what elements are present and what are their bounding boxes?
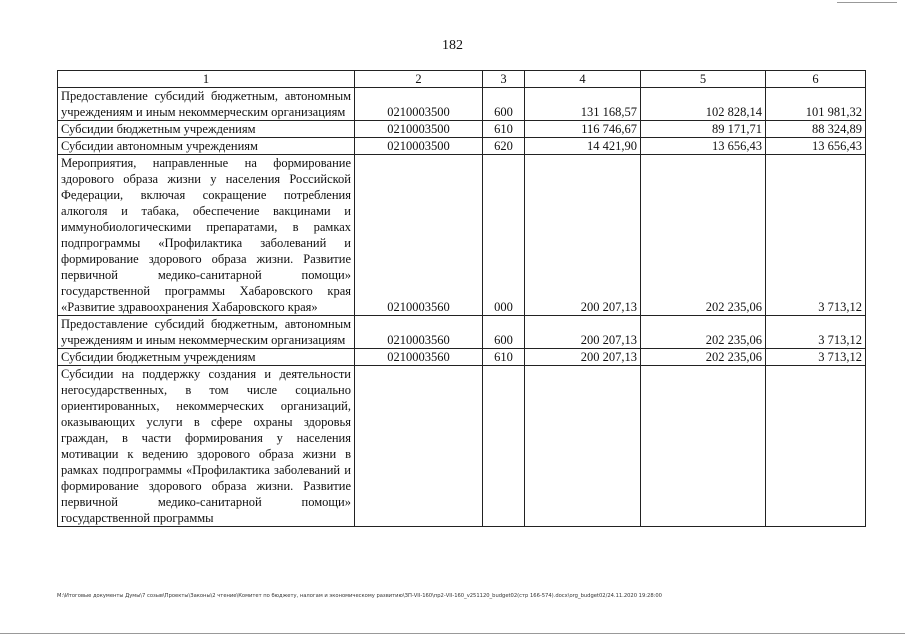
table-row — [58, 349, 866, 366]
amount-col-4: 131 168,57 — [525, 88, 641, 121]
target-article-code: 0210003500 — [355, 121, 483, 138]
amount-col-6: 13 656,43 — [766, 138, 866, 155]
row-description: Субсидии автономным учреждениям — [58, 138, 355, 155]
col-header-5: 5 — [641, 71, 766, 88]
table-row — [58, 316, 866, 349]
col-header-6: 6 — [766, 71, 866, 88]
target-article-code: 0210003560 — [355, 316, 483, 349]
col-header-4: 4 — [525, 71, 641, 88]
row-description: Субсидии бюджетным учреждениям — [58, 121, 355, 138]
amount-col-4: 116 746,67 — [525, 121, 641, 138]
table-row — [58, 155, 866, 316]
amount-col-4 — [525, 366, 641, 527]
target-article-code — [355, 366, 483, 527]
col-header-2: 2 — [355, 71, 483, 88]
expense-type-code: 000 — [483, 155, 525, 316]
table-row — [58, 366, 866, 527]
amount-col-6: 3 713,12 — [766, 155, 866, 316]
expense-type-code: 610 — [483, 121, 525, 138]
expense-type-code: 600 — [483, 316, 525, 349]
col-header-3: 3 — [483, 71, 525, 88]
amount-col-4: 200 207,13 — [525, 155, 641, 316]
row-description: Предоставление субсидий бюджетным, автономным учреждениям и иным некоммерческим организациям — [58, 316, 355, 349]
amount-col-5: 102 828,14 — [641, 88, 766, 121]
col-header-1: 1 — [58, 71, 355, 88]
row-description: Мероприятия, направленные на формирование здорового образа жизни у населения Российской Федерации, включая сокращение потребления алкоголя и табака, обеспечение вакцинами и иммунобиологическими препаратами, в рамках подпрограммы «Профилактика заболеваний и формирование здорового образа жизни. Развитие первичной медико-санитарной помощи» государственной программы Хабаровского края «Развитие здравоохранения Хабаровского края» — [58, 155, 355, 316]
amount-col-5: 89 171,71 — [641, 121, 766, 138]
footer-file-path: M:\Итоговые документы Думы\7 созыв\Проекты\Законы\2 чтение\Комитет по бюджету, налогам и экономическому развитию\ЗП-VII-160\пр2-VII-160_v251120_budget02(стр 166-574).docx\org_budget02/24.11.2020 19:28:00 — [57, 593, 662, 599]
row-description: Субсидии бюджетным учреждениям — [58, 349, 355, 366]
target-article-code: 0210003500 — [355, 88, 483, 121]
amount-col-5: 202 235,06 — [641, 349, 766, 366]
amount-col-6: 3 713,12 — [766, 349, 866, 366]
expense-type-code: 600 — [483, 88, 525, 121]
amount-col-4: 14 421,90 — [525, 138, 641, 155]
top-edge-line — [837, 2, 897, 3]
expense-type-code — [483, 366, 525, 527]
bottom-edge-line — [0, 633, 905, 634]
target-article-code: 0210003560 — [355, 155, 483, 316]
expense-type-code: 620 — [483, 138, 525, 155]
table-row — [58, 88, 866, 121]
budget-table — [57, 70, 866, 527]
amount-col-5: 202 235,06 — [641, 316, 766, 349]
amount-col-5: 13 656,43 — [641, 138, 766, 155]
table-row — [58, 121, 866, 138]
amount-col-6: 101 981,32 — [766, 88, 866, 121]
amount-col-4: 200 207,13 — [525, 316, 641, 349]
row-description: Субсидии на поддержку создания и деятельности негосударственных, в том числе социально ориентированных, некоммерческих организаций, оказывающих услуги в сфере охраны здоровья граждан, в части формирования у населения мотивации к ведению здорового образа жизни в рамках подпрограммы «Профилактика заболеваний и формирование здорового образа жизни. Развитие первичной медико-санитарной помощи» государственной программы — [58, 366, 355, 527]
row-description: Предоставление субсидий бюджетным, автономным учреждениям и иным некоммерческим организациям — [58, 88, 355, 121]
expense-type-code: 610 — [483, 349, 525, 366]
table-row — [58, 138, 866, 155]
amount-col-6: 88 324,89 — [766, 121, 866, 138]
page-number: 182 — [442, 38, 463, 53]
amount-col-4: 200 207,13 — [525, 349, 641, 366]
amount-col-6 — [766, 366, 866, 527]
amount-col-5 — [641, 366, 766, 527]
amount-col-5: 202 235,06 — [641, 155, 766, 316]
table-header-row — [58, 71, 866, 88]
target-article-code: 0210003500 — [355, 138, 483, 155]
target-article-code: 0210003560 — [355, 349, 483, 366]
amount-col-6: 3 713,12 — [766, 316, 866, 349]
